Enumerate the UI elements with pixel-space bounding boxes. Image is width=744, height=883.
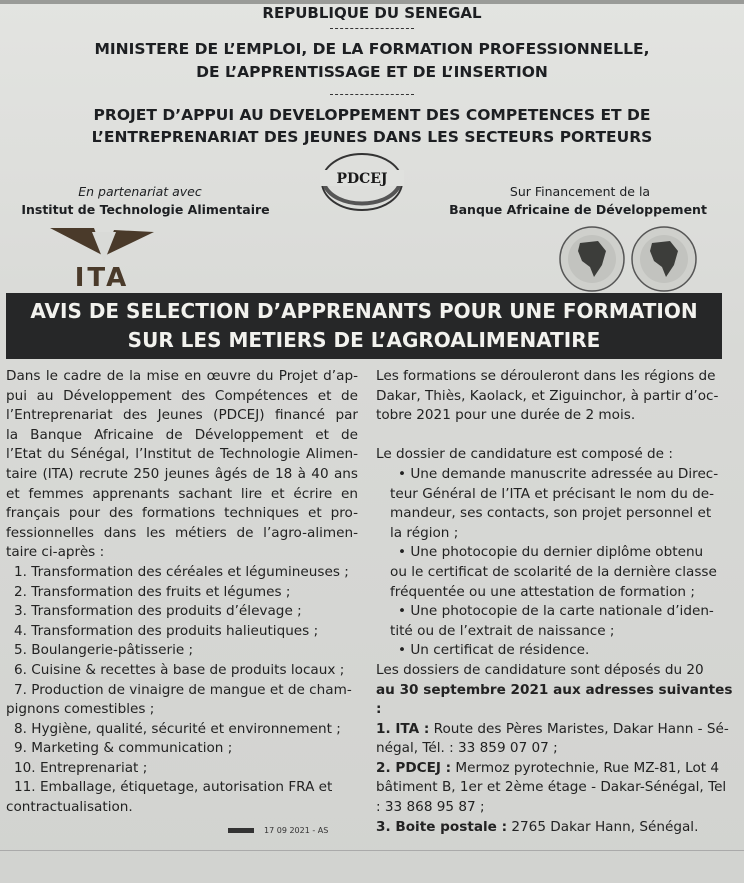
address-ita-label: 1. ITA : [376, 720, 430, 737]
ita-logo [46, 222, 158, 290]
ministry-line-2: DE L’APPRENTISSAGE ET DE L’INSERTION [196, 63, 548, 81]
list-item: 11. Emballage, étiquetage, autorisation FRA et [14, 779, 333, 796]
address-po-box [376, 818, 742, 838]
bottom-rule [0, 850, 744, 851]
intro-line: taire (ITA) recrute 250 jeunes âgés de 18 à 40 ans [6, 465, 358, 482]
address-po-box-label: 3. Boite postale : [376, 818, 508, 835]
intro-line-text: l’Entreprenariat des Jeunes (PDCEJ) financé par [6, 407, 358, 424]
divider [330, 94, 414, 95]
partner-left [60, 183, 220, 201]
intro-line: fessionnelles dans les métiers de l’agro-alimen- [6, 524, 358, 541]
list-item: 8. Hygiène, qualité, sécurité et environnement ; [14, 720, 341, 737]
address-ita-text: Route des Pères Maristes, Dakar Hann - Sé- [429, 720, 729, 737]
list-item: contractualisation. [6, 799, 133, 816]
schedule-line: Dakar, Thiès, Kaolack, et Ziguinchor, à partir d’oc- [376, 387, 719, 404]
list-item: 2. Transformation des fruits et légumes ; [14, 583, 291, 600]
pdcej-logo-text: PDCEJ [336, 171, 388, 187]
dossier-intro: Le dossier de candidature est composé de : [376, 446, 673, 463]
address-pdcej-cont: : 33 868 95 87 ; [376, 799, 485, 816]
banner-line-1: AVIS DE SELECTION D’APPRENANTS POUR UNE FORMATION [30, 299, 698, 323]
list-item: 10. Entreprenariat ; [14, 759, 148, 776]
print-stamp [228, 826, 328, 835]
list-item: 9. Marketing & communication ; [14, 740, 233, 757]
project-title [0, 104, 744, 148]
deposit-line [376, 681, 742, 720]
schedule-line: tobre 2021 pour une durée de 2 mois. [376, 407, 636, 424]
stamp-mark [228, 828, 254, 833]
schedule-line: Les formations se dérouleront dans les régions de [376, 368, 716, 384]
deposit-line-1: Les dossiers de candidature sont déposés du 20 [376, 661, 704, 678]
deposit-line [376, 661, 742, 681]
intro-line: français pour des formations techniques et pro- [6, 505, 358, 522]
dossier-line: • Une photocopie de la carte nationale d’iden- [398, 603, 714, 620]
dossier-line: teur Général de l’ITA et précisant le nom du de- [390, 485, 715, 502]
partner-left-intro: En partenariat avec [78, 184, 202, 199]
list-item: pignons comestibles ; [6, 701, 155, 718]
deposit-line-2: au 30 septembre 2021 aux adresses suivantes : [376, 681, 733, 718]
dossier-line: mandeur, ses contacts, son projet personnel et [390, 505, 712, 522]
dossier-line: ou le certificat de scolarité de la dernière classe [390, 563, 717, 580]
ita-logo-text: ITA [74, 263, 130, 290]
project-line-1: PROJET D’APPUI AU DEVELOPPEMENT DES COMPETENCES ET DE [93, 106, 651, 124]
list-item: 6. Cuisine & recettes à base de produits locaux ; [14, 661, 345, 678]
partner-left-name-wrap [8, 201, 283, 219]
divider [330, 28, 414, 29]
partner-right-name-wrap [438, 201, 718, 219]
dossier-line: • Une photocopie du dernier diplôme obtenu [398, 544, 704, 561]
notice-banner [6, 293, 722, 359]
address-ita-cont: négal, Tél. : 33 859 07 07 ; [376, 740, 558, 757]
banner-line-2: SUR LES METIERS DE L’AGROALIMENATIRE [127, 328, 601, 352]
intro-line [6, 406, 358, 426]
afdb-logo [554, 225, 704, 295]
left-column [6, 367, 358, 818]
dossier-line: fréquentée ou une attestation de formation ; [390, 583, 695, 600]
dossier-line: tité ou de l’extrait de naissance ; [390, 622, 615, 639]
ministry-title [0, 38, 744, 84]
ministry-line-1: MINISTERE DE L’EMPLOI, DE LA FORMATION PROFESSIONNELLE, [94, 40, 650, 58]
intro-line: la Banque Africaine de Développement et de [6, 426, 358, 443]
intro-line: Dans le cadre de la mise en œuvre du Projet d’ap- [6, 368, 358, 384]
address-ita [376, 720, 742, 740]
address-po-box-text: 2765 Dakar Hann, Sénégal. [507, 818, 699, 835]
dossier-line: • Un certificat de résidence. [398, 642, 590, 659]
list-item: 1. Transformation des céréales et légumineuses ; [14, 563, 349, 580]
intro-line: l’Etat du Sénégal, l’Institut de Technologie Alimen- [6, 446, 358, 463]
address-pdcej-text: Mermoz pyrotechnie, Rue MZ-81, Lot 4 [451, 759, 720, 776]
address-pdcej-label: 2. PDCEJ : [376, 759, 452, 776]
partner-right-intro: Sur Financement de la [509, 184, 651, 199]
list-item: 7. Production de vinaigre de mangue et de cham- [14, 681, 352, 698]
republic-title: REPUBLIQUE DU SENEGAL [262, 4, 482, 22]
stamp-text: 17 09 2021 - AS [264, 826, 329, 835]
partner-right-name: Banque Africaine de Développement [449, 202, 707, 217]
list-item: 5. Boulangerie-pâtisserie ; [14, 642, 194, 659]
dossier-line: • Une demande manuscrite adressée au Direc- [398, 465, 719, 482]
partner-right [490, 183, 670, 201]
list-item: 4. Transformation des produits halieutiques ; [14, 622, 319, 639]
dossier-line: la région ; [390, 524, 459, 541]
right-column [376, 367, 742, 837]
trades-list [6, 563, 358, 818]
project-line-2: L’ENTREPRENARIAT DES JEUNES DANS LES SECTEURS PORTEURS [91, 128, 653, 146]
pdcej-logo [314, 150, 410, 214]
address-pdcej [376, 759, 742, 779]
address-pdcej-cont: bâtiment B, 1er et 2ème étage - Dakar-Sénégal, Tel [376, 779, 727, 796]
partner-left-name: Institut de Technologie Alimentaire [21, 202, 270, 217]
intro-line: pui au Développement des Compétences et de [6, 387, 358, 404]
intro-line: taire ci-après : [6, 544, 105, 561]
list-item: 3. Transformation des produits d’élevage ; [14, 603, 302, 620]
spacer [376, 426, 742, 446]
intro-line: et femmes apprenants sachant lire et écrire en [6, 485, 358, 502]
